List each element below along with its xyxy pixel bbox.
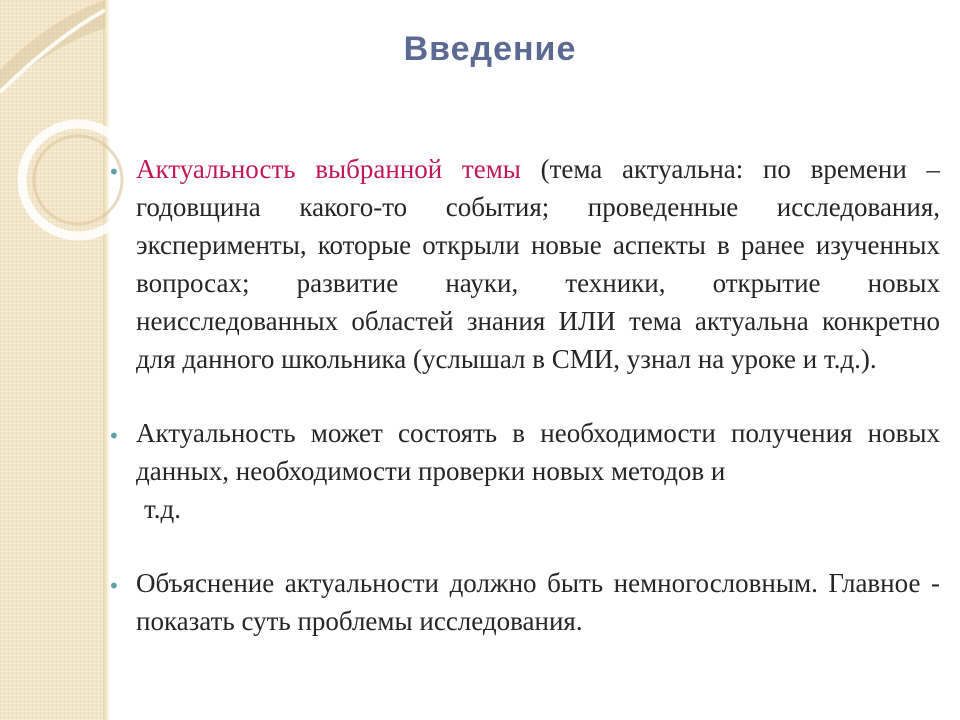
bullet-dot-icon: • [108,160,120,184]
bullet-item-relevance-brevity [108,564,940,640]
bullet-dot-icon: • [108,574,120,598]
bullet-dot-icon: • [108,424,120,448]
bullet-text: (тема актуальна: по времени – годовщина какого-то события; проведенные исследования, эксперименты, которые открыли новые аспекты в ранее изученных вопросах; развитие науки, техники, открытие новых неисследованных областей знания ИЛИ тема актуальна конкретно для данного школьника (услышал в СМИ, узнал на уроке и т.д.). [136,154,940,374]
bullet-text: Объяснение актуальности должно быть немногословным. Главное - показать суть проблемы исследования. [136,568,940,636]
bullet-item-relevance-data [108,414,940,528]
bullet-text-tail: т.д. [144,494,182,524]
bullet-list [108,150,940,640]
bullet-item-relevance-definition [108,150,940,378]
bullet-text: Актуальность может состоять в необходимости получения новых данных, необходимости проверки новых методов и [136,418,940,486]
slide-title: Введение [403,30,577,68]
bullet-accent-text: Актуальность выбранной темы [136,154,521,184]
